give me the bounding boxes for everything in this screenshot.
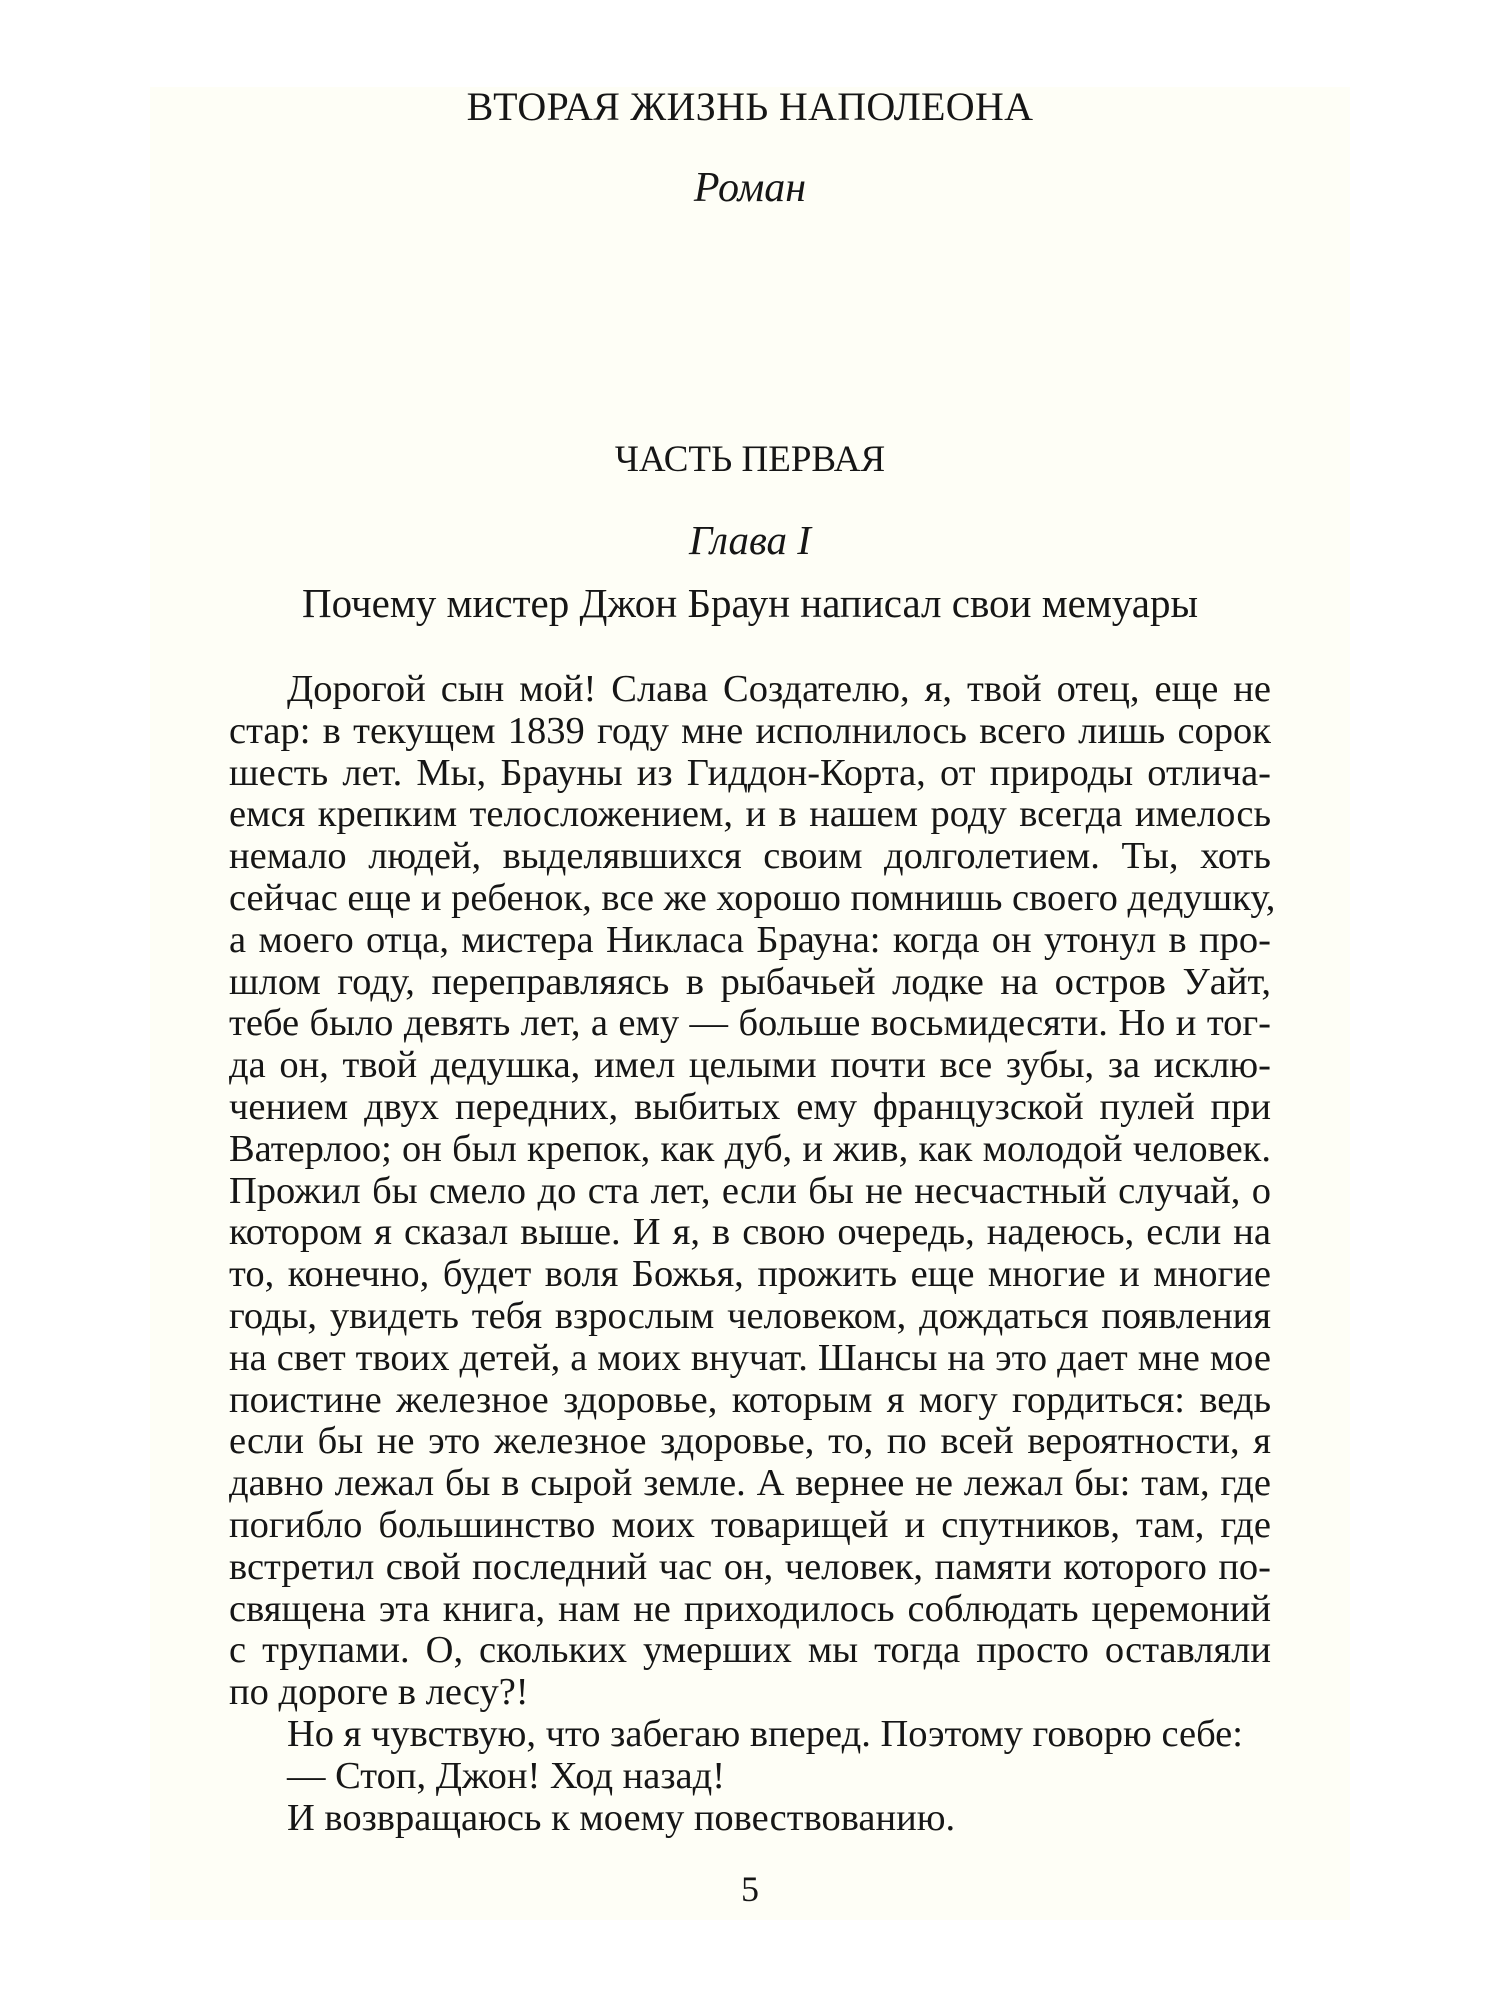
text-line: а моего отца, мистера Никласа Брауна: когда он утонул в про- xyxy=(229,918,1271,961)
text-line: с трупами. О, скольких умерших мы тогда просто оставляли xyxy=(229,1629,1271,1672)
text-line: Но я чувствую, что забегаю вперед. Поэтому говорю себе: xyxy=(287,1712,1243,1755)
text-line: сейчас еще и ребенок, все же хорошо помнишь своего дедушку, xyxy=(229,876,1276,919)
text-line: стар: в текущем 1839 году мне исполнилось всего лишь сорок xyxy=(229,709,1271,752)
text-line: Дорогой сын мой! Слава Создателю, я, твой отец, еще не xyxy=(287,668,1271,710)
text-line: по дороге в лесу?! xyxy=(229,1671,529,1714)
book-title: ВТОРАЯ ЖИЗНЬ НАПОЛЕОНА xyxy=(466,84,1034,129)
text-line: поистине железное здоровье, которым я могу гордиться: ведь xyxy=(229,1378,1271,1421)
text-line: Ватерлоо; он был крепок, как дуб, и жив, как молодой человек. xyxy=(229,1127,1271,1170)
text-line: Прожил бы смело до ста лет, если бы не несчастный случай, о xyxy=(229,1169,1271,1212)
paragraph-1 xyxy=(229,668,1276,1714)
text-line: И возвращаюсь к моему повествованию. xyxy=(287,1796,956,1839)
text-line: чением двух передних, выбитых ему французской пулей при xyxy=(229,1085,1271,1128)
text-line: если бы не это железное здоровье, то, по всей вероятности, я xyxy=(229,1420,1271,1463)
paragraph-2 xyxy=(229,1714,1271,1756)
chapter-body xyxy=(229,668,1276,1839)
text-line: шлом году, переправляясь в рыбачьей лодке на остров Уайт, xyxy=(229,960,1271,1003)
text-line: на свет твоих детей, а моих внучат. Шансы на это дает мне мое xyxy=(229,1336,1271,1379)
paragraph-3 xyxy=(229,1756,1271,1798)
paragraph-4 xyxy=(229,1798,1271,1840)
chapter-heading: Глава I xyxy=(689,517,811,563)
text-line: — Стоп, Джон! Ход назад! xyxy=(287,1754,726,1797)
page-number: 5 xyxy=(741,1869,759,1909)
text-line: шесть лет. Мы, Брауны из Гиддон-Корта, от природы отлича- xyxy=(229,751,1271,794)
book-page xyxy=(150,84,1350,1920)
text-line: то, конечно, будет воля Божья, прожить еще многие и многие xyxy=(229,1253,1271,1296)
part-heading: ЧАСТЬ ПЕРВАЯ xyxy=(614,439,886,480)
text-line: да он, твой дедушка, имел целыми почти все зубы, за исклю- xyxy=(229,1044,1271,1087)
book-genre: Роман xyxy=(693,165,807,211)
text-line: котором я сказал выше. И я, в свою очередь, надеюсь, если на xyxy=(229,1211,1271,1254)
text-line: немало людей, выделявшихся своим долголетием. Ты, хоть xyxy=(229,835,1271,878)
text-line: священа эта книга, нам не приходилось соблюдать церемоний xyxy=(229,1587,1271,1630)
text-line: встретил свой последний час он, человек, памяти которого по- xyxy=(229,1545,1271,1588)
chapter-title: Почему мистер Джон Браун написал свои мемуары xyxy=(301,580,1199,626)
text-line: тебе было девять лет, а ему — больше восьмидесяти. Но и тог- xyxy=(229,1002,1271,1045)
text-line: годы, увидеть тебя взрослым человеком, дождаться появления xyxy=(229,1294,1271,1337)
text-line: давно лежал бы в сырой земле. А вернее не лежал бы: там, где xyxy=(229,1462,1271,1505)
text-line: погибло большинство моих товарищей и спутников, там, где xyxy=(229,1503,1271,1546)
text-line: емся крепким телосложением, и в нашем роду всегда имелось xyxy=(229,793,1271,836)
